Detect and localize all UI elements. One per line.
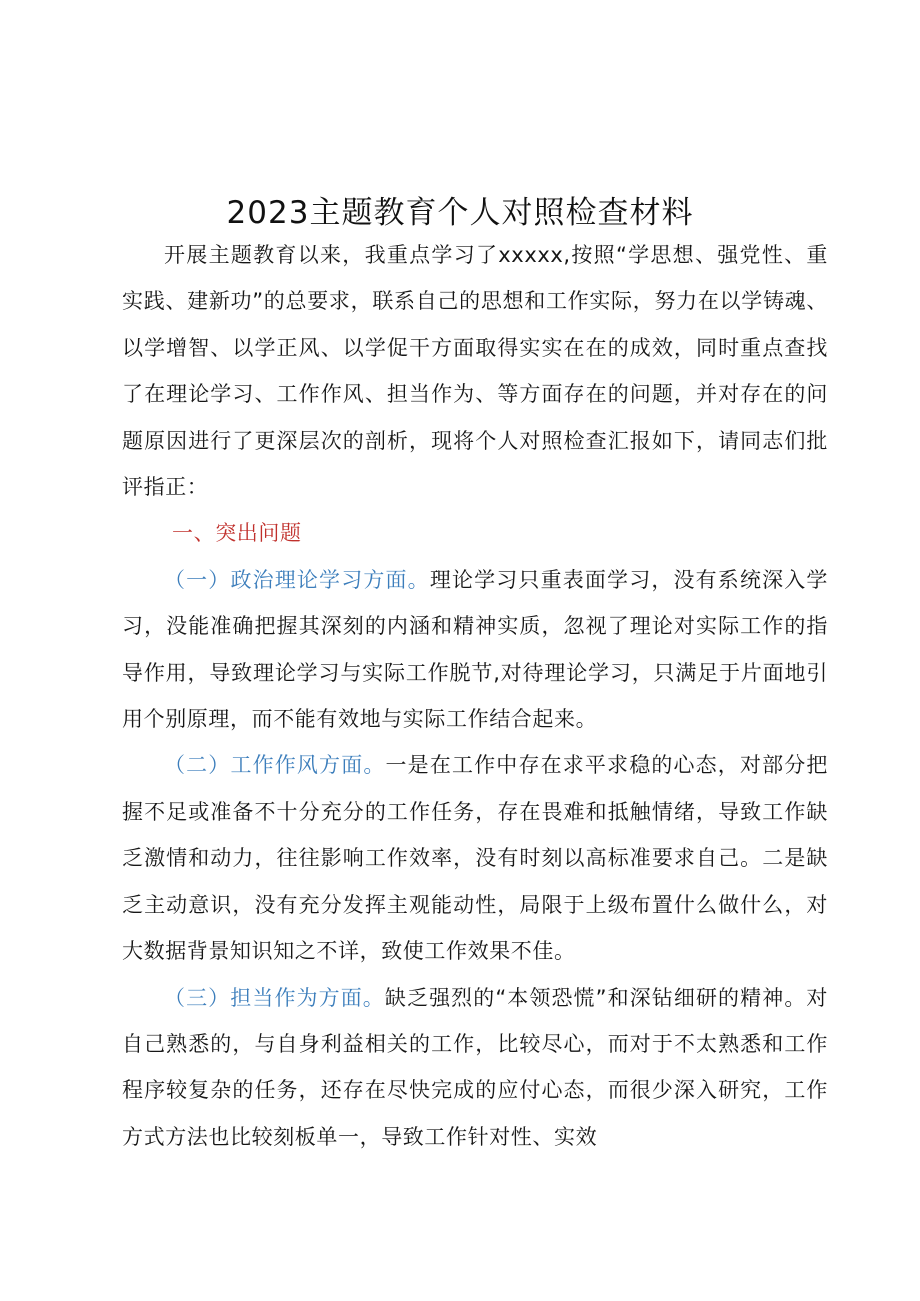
item-paragraph-responsibility xyxy=(122,975,828,1161)
item-paragraph-work-style xyxy=(122,742,828,974)
item-heading-work-style: （二）工作作风方面。 xyxy=(164,753,386,778)
item-text-theory: 理论学习只重表面学习，没有系统深入学习，没能准确把握其深刻的内涵和精神实质，忽视了理论对实际工作的指导作用，导致理论学习与实际工作脱节,对待理论学习，只满足于片面地引用个别原理，而不能有效地与实际工作结合起来。 xyxy=(122,567,828,732)
document-body xyxy=(122,232,828,1160)
intro-paragraph: 开展主题教育以来，我重点学习了xxxxx,按照“学思想、强党性、重实践、建新功”的总要求，联系自己的思想和工作实际，努力在以学铸魂、以学增智、以学正风、以学促干方面取得实实在在的成效，同时重点查找了在理论学习、工作作风、担当作为、等方面存在的问题，并对存在的问题原因进行了更深层次的剖析，现将个人对照检查汇报如下，请同志们批评指正： xyxy=(122,243,828,500)
item-text-work-style: 一是在工作中存在求平求稳的心态，对部分把握不足或准备不十分充分的工作任务，存在畏难和抵触情绪，导致工作缺乏激情和动力，往往影响工作效率，没有时刻以高标准要求自己。二是缺乏主动意识，没有充分发挥主观能动性，局限于上级布置什么做什么，对大数据背景知识知之不详，致使工作效果不佳。 xyxy=(122,753,829,964)
item-heading-theory: （一）政治理论学习方面。 xyxy=(164,567,430,592)
item-paragraph-theory xyxy=(122,557,828,743)
section-heading-problems: 一、突出问题 xyxy=(172,521,302,546)
item-heading-responsibility: （三）担当作为方面。 xyxy=(164,985,385,1010)
document-title: 2023主题教育个人对照检查材料 xyxy=(226,195,694,231)
item-text-responsibility: 缺乏强烈的“本领恐慌”和深钻细研的精神。对自己熟悉的，与自身利益相关的工作，比较尽心，而对于不太熟悉和工作程序较复杂的任务，还存在尽快完成的应付心态，而很少深入研究，工作方式方法也比较刻板单一，导致工作针对性、实效 xyxy=(122,985,829,1149)
